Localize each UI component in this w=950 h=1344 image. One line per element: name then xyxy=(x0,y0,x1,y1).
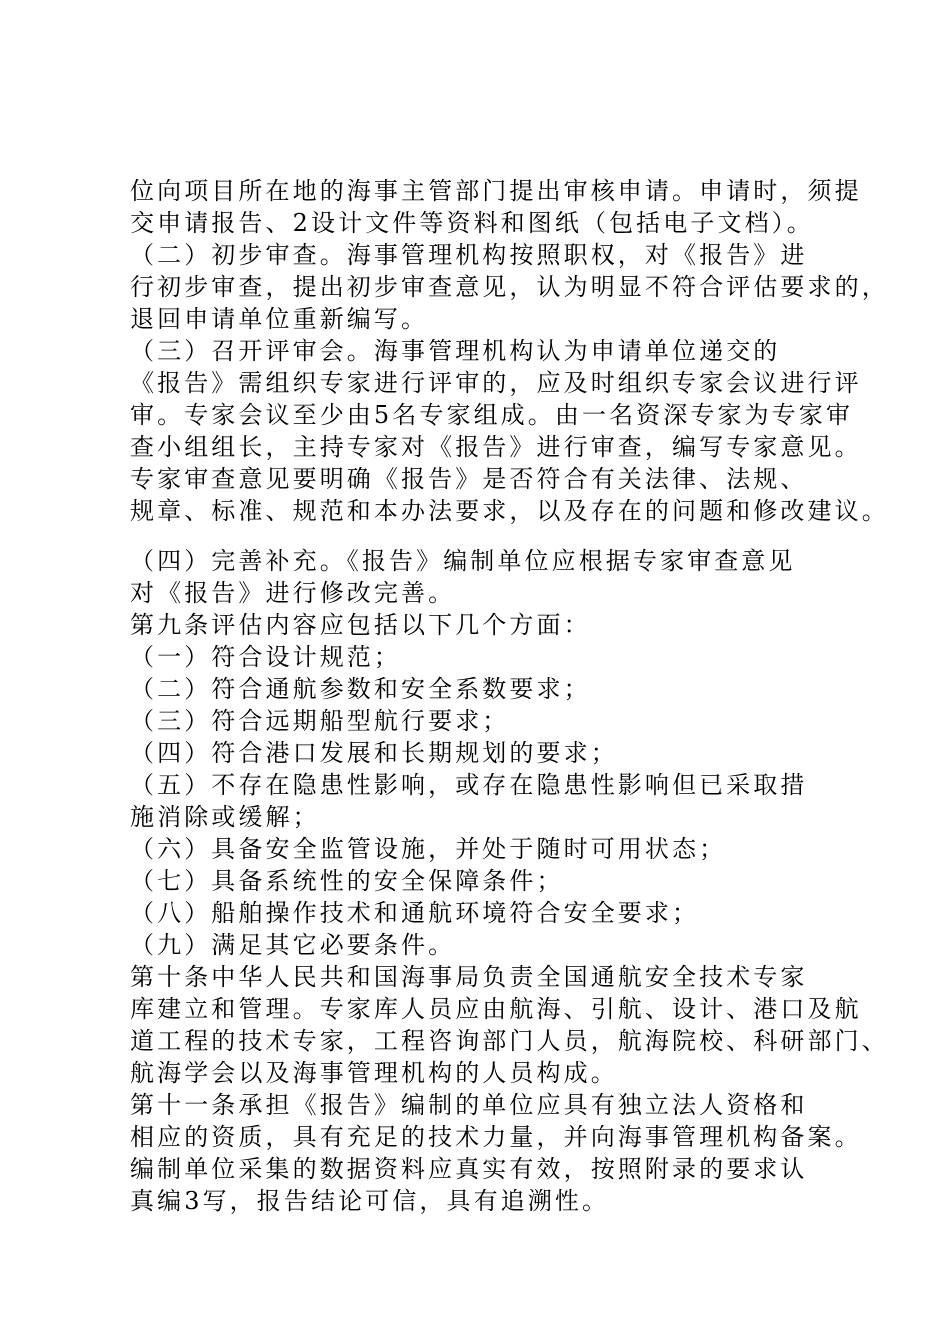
text-line: 行初步审查，提出初步审查意见，认为明显不符合评估要求的， xyxy=(130,273,889,301)
text-line: 相应的资质，具有充足的技术力量，并向海事管理机构备案。 xyxy=(130,1123,862,1151)
text-line: 编制单位采集的数据资料应真实有效，按照附录的要求认 xyxy=(130,1155,808,1183)
text-line: 第十条中华人民共和国海事局负责全国通航安全技术专家 xyxy=(130,963,808,991)
text-line: 道工程的技术专家，工程咨询部门人员，航海院校、科研部门、 xyxy=(130,1027,889,1055)
text-line: 真编3写，报告结论可信，具有追溯性。 xyxy=(130,1187,610,1215)
text-line: 审。专家会议至少由5名专家组成。由一名资深专家为专家审 xyxy=(130,401,853,429)
text-line: （六）具备安全监管设施，并处于随时可用状态； xyxy=(130,835,727,863)
text-line: （四）符合港口发展和长期规划的要求； xyxy=(130,739,618,767)
text-line: （七）具备系统性的安全保障条件； xyxy=(130,867,564,895)
text-line: 专家审查意见要明确《报告》是否符合有关法律、法规、 xyxy=(130,465,808,493)
text-line: （四）完善补充。《报告》编制单位应根据专家审查意见 xyxy=(130,547,796,575)
text-line: 规章、标准、规范和本办法要求，以及存在的问题和修改建议。 xyxy=(130,497,889,525)
text-line: （九）满足其它必要条件。 xyxy=(130,931,456,959)
text-line: 库建立和管理。专家库人员应由航海、引航、设计、港口及航 xyxy=(130,995,862,1023)
text-line: 《报告》需组织专家进行评审的，应及时组织专家会议进行评 xyxy=(130,369,862,397)
text-line: 交申请报告、2设计文件等资料和图纸（包括电子文档）。 xyxy=(130,209,814,237)
text-line: （二）符合通航参数和安全系数要求； xyxy=(130,675,591,703)
text-line: （五）不存在隐患性影响，或存在隐患性影响但已采取措 xyxy=(130,771,808,799)
text-line: （二）初步审查。海事管理机构按照职权，对《报告》进 xyxy=(130,241,808,269)
text-line: （三）符合远期船型航行要求； xyxy=(130,707,510,735)
text-line: 第九条评估内容应包括以下几个方面： xyxy=(130,611,591,639)
text-line: 对《报告》进行修改完善。 xyxy=(130,579,456,607)
text-line: 查小组组长，主持专家对《报告》进行审查，编写专家意见。 xyxy=(130,433,862,461)
text-line: 航海学会以及海事管理机构的人员构成。 xyxy=(130,1059,618,1087)
text-line: （八）船舶操作技术和通航环境符合安全要求； xyxy=(130,899,700,927)
text-line: （一）符合设计规范； xyxy=(130,643,401,671)
text-line: （三）召开评审会。海事管理机构认为申请单位递交的 xyxy=(130,337,781,365)
text-line: 退回申请单位重新编写。 xyxy=(130,305,429,333)
text-line: 施消除或缓解； xyxy=(130,803,320,831)
text-line: 位向项目所在地的海事主管部门提出审核申请。申请时，须提 xyxy=(130,177,862,205)
text-line: 第十一条承担《报告》编制的单位应具有独立法人资格和 xyxy=(130,1091,808,1119)
